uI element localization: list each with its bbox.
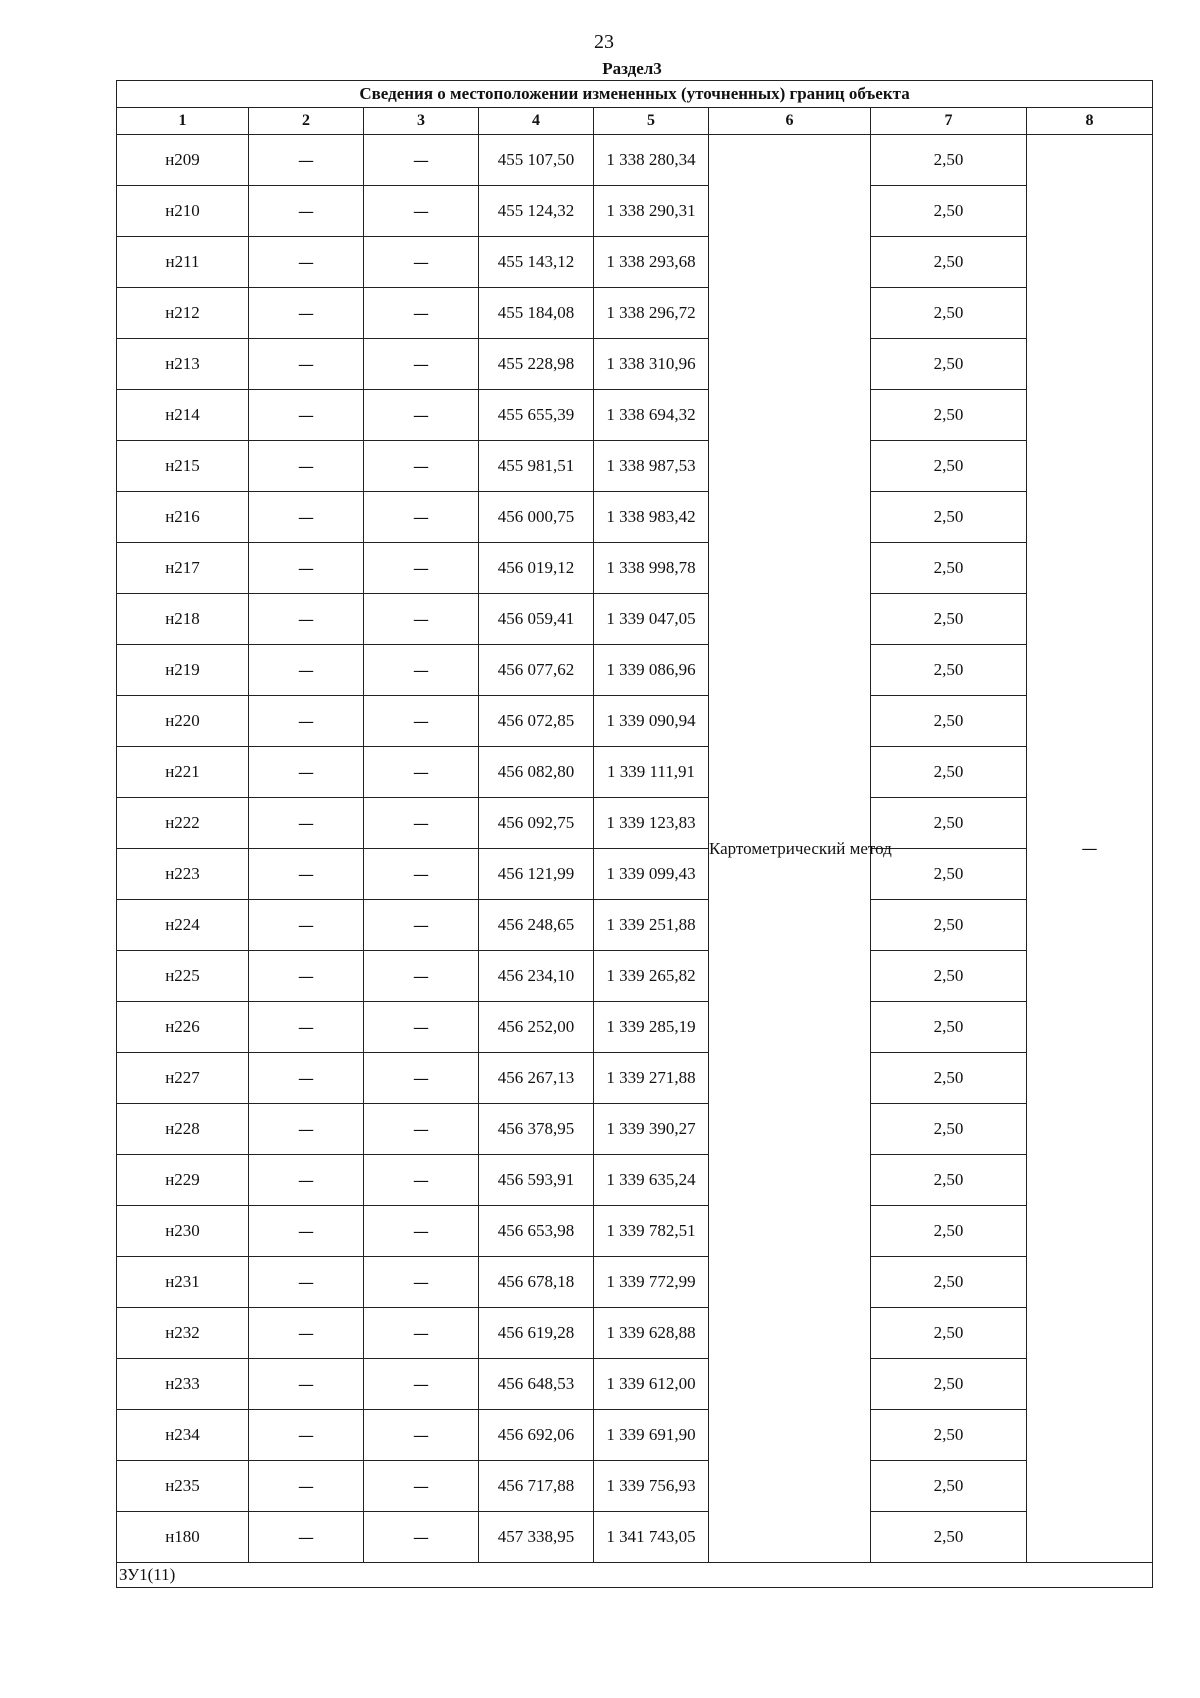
x-coordinate-cell: 456 717,88 (479, 1461, 594, 1512)
table-row (117, 1104, 1153, 1155)
x-coordinate-cell: 456 252,00 (479, 1002, 594, 1053)
table-row (117, 1053, 1153, 1104)
column-3-cell: — (364, 951, 479, 1002)
column-3-cell: — (364, 645, 479, 696)
column-3-cell: — (364, 1206, 479, 1257)
column-3-cell: — (364, 594, 479, 645)
page-number: 23 (594, 31, 614, 53)
x-coordinate-cell: 455 184,08 (479, 288, 594, 339)
y-coordinate-cell: 1 339 086,96 (594, 645, 709, 696)
point-number-cell: н228 (117, 1104, 249, 1155)
column-8-cell: — (1027, 135, 1153, 1563)
column-2-cell: — (249, 186, 364, 237)
table-caption: Сведения о местоположении измененных (уточненных) границ объекта (117, 81, 1153, 108)
point-number-cell: н224 (117, 900, 249, 951)
point-number-cell: н220 (117, 696, 249, 747)
y-coordinate-cell: 1 339 047,05 (594, 594, 709, 645)
y-coordinate-cell: 1 339 251,88 (594, 900, 709, 951)
y-coordinate-cell: 1 339 691,90 (594, 1410, 709, 1461)
x-coordinate-cell: 456 234,10 (479, 951, 594, 1002)
point-number-cell: н234 (117, 1410, 249, 1461)
point-number-cell: н218 (117, 594, 249, 645)
column-2-cell: — (249, 1512, 364, 1563)
column-3-cell: — (364, 1461, 479, 1512)
column-2-cell: — (249, 1308, 364, 1359)
accuracy-cell: 2,50 (871, 1461, 1027, 1512)
point-number-cell: н229 (117, 1155, 249, 1206)
table-row (117, 798, 1153, 849)
column-number: 6 (709, 108, 871, 135)
x-coordinate-cell: 456 692,06 (479, 1410, 594, 1461)
column-3-cell: — (364, 1359, 479, 1410)
table-row (117, 1461, 1153, 1512)
y-coordinate-cell: 1 339 090,94 (594, 696, 709, 747)
column-number: 5 (594, 108, 709, 135)
accuracy-cell: 2,50 (871, 798, 1027, 849)
column-3-cell: — (364, 288, 479, 339)
accuracy-cell: 2,50 (871, 1359, 1027, 1410)
column-2-cell: — (249, 696, 364, 747)
table-row (117, 696, 1153, 747)
accuracy-cell: 2,50 (871, 594, 1027, 645)
x-coordinate-cell: 455 124,32 (479, 186, 594, 237)
column-3-cell: — (364, 849, 479, 900)
column-3-cell: — (364, 1053, 479, 1104)
y-coordinate-cell: 1 338 998,78 (594, 543, 709, 594)
x-coordinate-cell: 457 338,95 (479, 1512, 594, 1563)
x-coordinate-cell: 456 092,75 (479, 798, 594, 849)
column-3-cell: — (364, 1155, 479, 1206)
column-3-cell: — (364, 798, 479, 849)
column-2-cell: — (249, 543, 364, 594)
y-coordinate-cell: 1 339 390,27 (594, 1104, 709, 1155)
section-title: Раздел3 (602, 59, 662, 78)
point-number-cell: н232 (117, 1308, 249, 1359)
column-3-cell: — (364, 1002, 479, 1053)
column-3-cell: — (364, 1104, 479, 1155)
table-row (117, 849, 1153, 900)
y-coordinate-cell: 1 339 756,93 (594, 1461, 709, 1512)
table-row (117, 1308, 1153, 1359)
point-number-cell: н210 (117, 186, 249, 237)
column-3-cell: — (364, 543, 479, 594)
column-3-cell: — (364, 900, 479, 951)
y-coordinate-cell: 1 341 743,05 (594, 1512, 709, 1563)
column-3-cell: — (364, 1512, 479, 1563)
y-coordinate-cell: 1 339 111,91 (594, 747, 709, 798)
accuracy-cell: 2,50 (871, 492, 1027, 543)
column-2-cell: — (249, 135, 364, 186)
y-coordinate-cell: 1 338 983,42 (594, 492, 709, 543)
y-coordinate-cell: 1 339 099,43 (594, 849, 709, 900)
table-row (117, 1359, 1153, 1410)
accuracy-cell: 2,50 (871, 951, 1027, 1002)
table-row (117, 594, 1153, 645)
y-coordinate-cell: 1 339 612,00 (594, 1359, 709, 1410)
column-2-cell: — (249, 849, 364, 900)
table-row (117, 135, 1153, 186)
column-2-cell: — (249, 1104, 364, 1155)
table-row (117, 1257, 1153, 1308)
point-number-cell: н213 (117, 339, 249, 390)
column-3-cell: — (364, 441, 479, 492)
column-2-cell: — (249, 1053, 364, 1104)
column-number: 3 (364, 108, 479, 135)
x-coordinate-cell: 456 077,62 (479, 645, 594, 696)
x-coordinate-cell: 456 059,41 (479, 594, 594, 645)
y-coordinate-cell: 1 339 635,24 (594, 1155, 709, 1206)
column-number: 2 (249, 108, 364, 135)
column-2-cell: — (249, 237, 364, 288)
y-coordinate-cell: 1 338 694,32 (594, 390, 709, 441)
x-coordinate-cell: 456 378,95 (479, 1104, 594, 1155)
y-coordinate-cell: 1 339 285,19 (594, 1002, 709, 1053)
column-number-row (117, 108, 1153, 135)
table-row (117, 951, 1153, 1002)
accuracy-cell: 2,50 (871, 339, 1027, 390)
accuracy-cell: 2,50 (871, 696, 1027, 747)
boundary-coordinates-table (116, 80, 1153, 1588)
table-row (117, 1410, 1153, 1461)
table-row (117, 390, 1153, 441)
point-number-cell: н215 (117, 441, 249, 492)
x-coordinate-cell: 456 619,28 (479, 1308, 594, 1359)
column-2-cell: — (249, 441, 364, 492)
table-row (117, 186, 1153, 237)
accuracy-cell: 2,50 (871, 1053, 1027, 1104)
point-number-cell: н209 (117, 135, 249, 186)
accuracy-cell: 2,50 (871, 1104, 1027, 1155)
point-number-cell: н225 (117, 951, 249, 1002)
column-2-cell: — (249, 492, 364, 543)
column-2-cell: — (249, 339, 364, 390)
table-row (117, 492, 1153, 543)
accuracy-cell: 2,50 (871, 1512, 1027, 1563)
accuracy-cell: 2,50 (871, 135, 1027, 186)
point-number-cell: н217 (117, 543, 249, 594)
column-number: 1 (117, 108, 249, 135)
y-coordinate-cell: 1 338 293,68 (594, 237, 709, 288)
accuracy-cell: 2,50 (871, 390, 1027, 441)
y-coordinate-cell: 1 338 280,34 (594, 135, 709, 186)
column-2-cell: — (249, 645, 364, 696)
x-coordinate-cell: 456 121,99 (479, 849, 594, 900)
table-row (117, 288, 1153, 339)
x-coordinate-cell: 455 107,50 (479, 135, 594, 186)
parcel-label: ЗУ1(11) (117, 1563, 1153, 1588)
x-coordinate-cell: 456 000,75 (479, 492, 594, 543)
x-coordinate-cell: 456 248,65 (479, 900, 594, 951)
table-row (117, 441, 1153, 492)
accuracy-cell: 2,50 (871, 1410, 1027, 1461)
table-caption-row (117, 81, 1153, 108)
column-2-cell: — (249, 1257, 364, 1308)
y-coordinate-cell: 1 339 123,83 (594, 798, 709, 849)
point-number-cell: н216 (117, 492, 249, 543)
accuracy-cell: 2,50 (871, 1002, 1027, 1053)
column-2-cell: — (249, 747, 364, 798)
accuracy-cell: 2,50 (871, 849, 1027, 900)
y-coordinate-cell: 1 339 772,99 (594, 1257, 709, 1308)
column-2-cell: — (249, 1410, 364, 1461)
y-coordinate-cell: 1 338 296,72 (594, 288, 709, 339)
column-2-cell: — (249, 900, 364, 951)
column-3-cell: — (364, 237, 479, 288)
y-coordinate-cell: 1 338 310,96 (594, 339, 709, 390)
column-number: 7 (871, 108, 1027, 135)
y-coordinate-cell: 1 338 290,31 (594, 186, 709, 237)
column-2-cell: — (249, 1206, 364, 1257)
x-coordinate-cell: 456 648,53 (479, 1359, 594, 1410)
y-coordinate-cell: 1 339 265,82 (594, 951, 709, 1002)
point-number-cell: н214 (117, 390, 249, 441)
point-number-cell: н180 (117, 1512, 249, 1563)
x-coordinate-cell: 456 019,12 (479, 543, 594, 594)
column-3-cell: — (364, 747, 479, 798)
column-3-cell: — (364, 1410, 479, 1461)
table-row (117, 645, 1153, 696)
column-3-cell: — (364, 1257, 479, 1308)
column-2-cell: — (249, 1155, 364, 1206)
point-number-cell: н233 (117, 1359, 249, 1410)
accuracy-cell: 2,50 (871, 1257, 1027, 1308)
x-coordinate-cell: 455 655,39 (479, 390, 594, 441)
column-3-cell: — (364, 186, 479, 237)
point-number-cell: н221 (117, 747, 249, 798)
table-row (117, 747, 1153, 798)
column-2-cell: — (249, 594, 364, 645)
accuracy-cell: 2,50 (871, 900, 1027, 951)
point-number-cell: н212 (117, 288, 249, 339)
column-2-cell: — (249, 951, 364, 1002)
x-coordinate-cell: 456 593,91 (479, 1155, 594, 1206)
y-coordinate-cell: 1 339 782,51 (594, 1206, 709, 1257)
table-row (117, 1155, 1153, 1206)
point-number-cell: н219 (117, 645, 249, 696)
y-coordinate-cell: 1 339 271,88 (594, 1053, 709, 1104)
column-number: 8 (1027, 108, 1153, 135)
column-2-cell: — (249, 1002, 364, 1053)
column-3-cell: — (364, 339, 479, 390)
method-cell: Картометрический метод (709, 135, 871, 1563)
accuracy-cell: 2,50 (871, 288, 1027, 339)
table-row (117, 339, 1153, 390)
table-body (117, 81, 1153, 1588)
column-3-cell: — (364, 1308, 479, 1359)
y-coordinate-cell: 1 339 628,88 (594, 1308, 709, 1359)
table-row (117, 900, 1153, 951)
column-2-cell: — (249, 1461, 364, 1512)
accuracy-cell: 2,50 (871, 1308, 1027, 1359)
column-2-cell: — (249, 798, 364, 849)
column-3-cell: — (364, 135, 479, 186)
x-coordinate-cell: 456 082,80 (479, 747, 594, 798)
table-row (117, 543, 1153, 594)
point-number-cell: н226 (117, 1002, 249, 1053)
y-coordinate-cell: 1 338 987,53 (594, 441, 709, 492)
column-number: 4 (479, 108, 594, 135)
point-number-cell: н222 (117, 798, 249, 849)
accuracy-cell: 2,50 (871, 1206, 1027, 1257)
table-row (117, 237, 1153, 288)
x-coordinate-cell: 456 072,85 (479, 696, 594, 747)
column-2-cell: — (249, 390, 364, 441)
point-number-cell: н227 (117, 1053, 249, 1104)
column-3-cell: — (364, 390, 479, 441)
accuracy-cell: 2,50 (871, 543, 1027, 594)
x-coordinate-cell: 456 653,98 (479, 1206, 594, 1257)
column-2-cell: — (249, 1359, 364, 1410)
accuracy-cell: 2,50 (871, 645, 1027, 696)
table-footer-row (117, 1563, 1153, 1588)
accuracy-cell: 2,50 (871, 441, 1027, 492)
point-number-cell: н211 (117, 237, 249, 288)
point-number-cell: н230 (117, 1206, 249, 1257)
accuracy-cell: 2,50 (871, 237, 1027, 288)
table-row (117, 1206, 1153, 1257)
point-number-cell: н231 (117, 1257, 249, 1308)
accuracy-cell: 2,50 (871, 1155, 1027, 1206)
point-number-cell: н235 (117, 1461, 249, 1512)
x-coordinate-cell: 455 981,51 (479, 441, 594, 492)
accuracy-cell: 2,50 (871, 747, 1027, 798)
x-coordinate-cell: 456 678,18 (479, 1257, 594, 1308)
column-3-cell: — (364, 696, 479, 747)
accuracy-cell: 2,50 (871, 186, 1027, 237)
x-coordinate-cell: 455 228,98 (479, 339, 594, 390)
x-coordinate-cell: 456 267,13 (479, 1053, 594, 1104)
column-3-cell: — (364, 492, 479, 543)
x-coordinate-cell: 455 143,12 (479, 237, 594, 288)
column-2-cell: — (249, 288, 364, 339)
point-number-cell: н223 (117, 849, 249, 900)
table-row (117, 1002, 1153, 1053)
table-row (117, 1512, 1153, 1563)
